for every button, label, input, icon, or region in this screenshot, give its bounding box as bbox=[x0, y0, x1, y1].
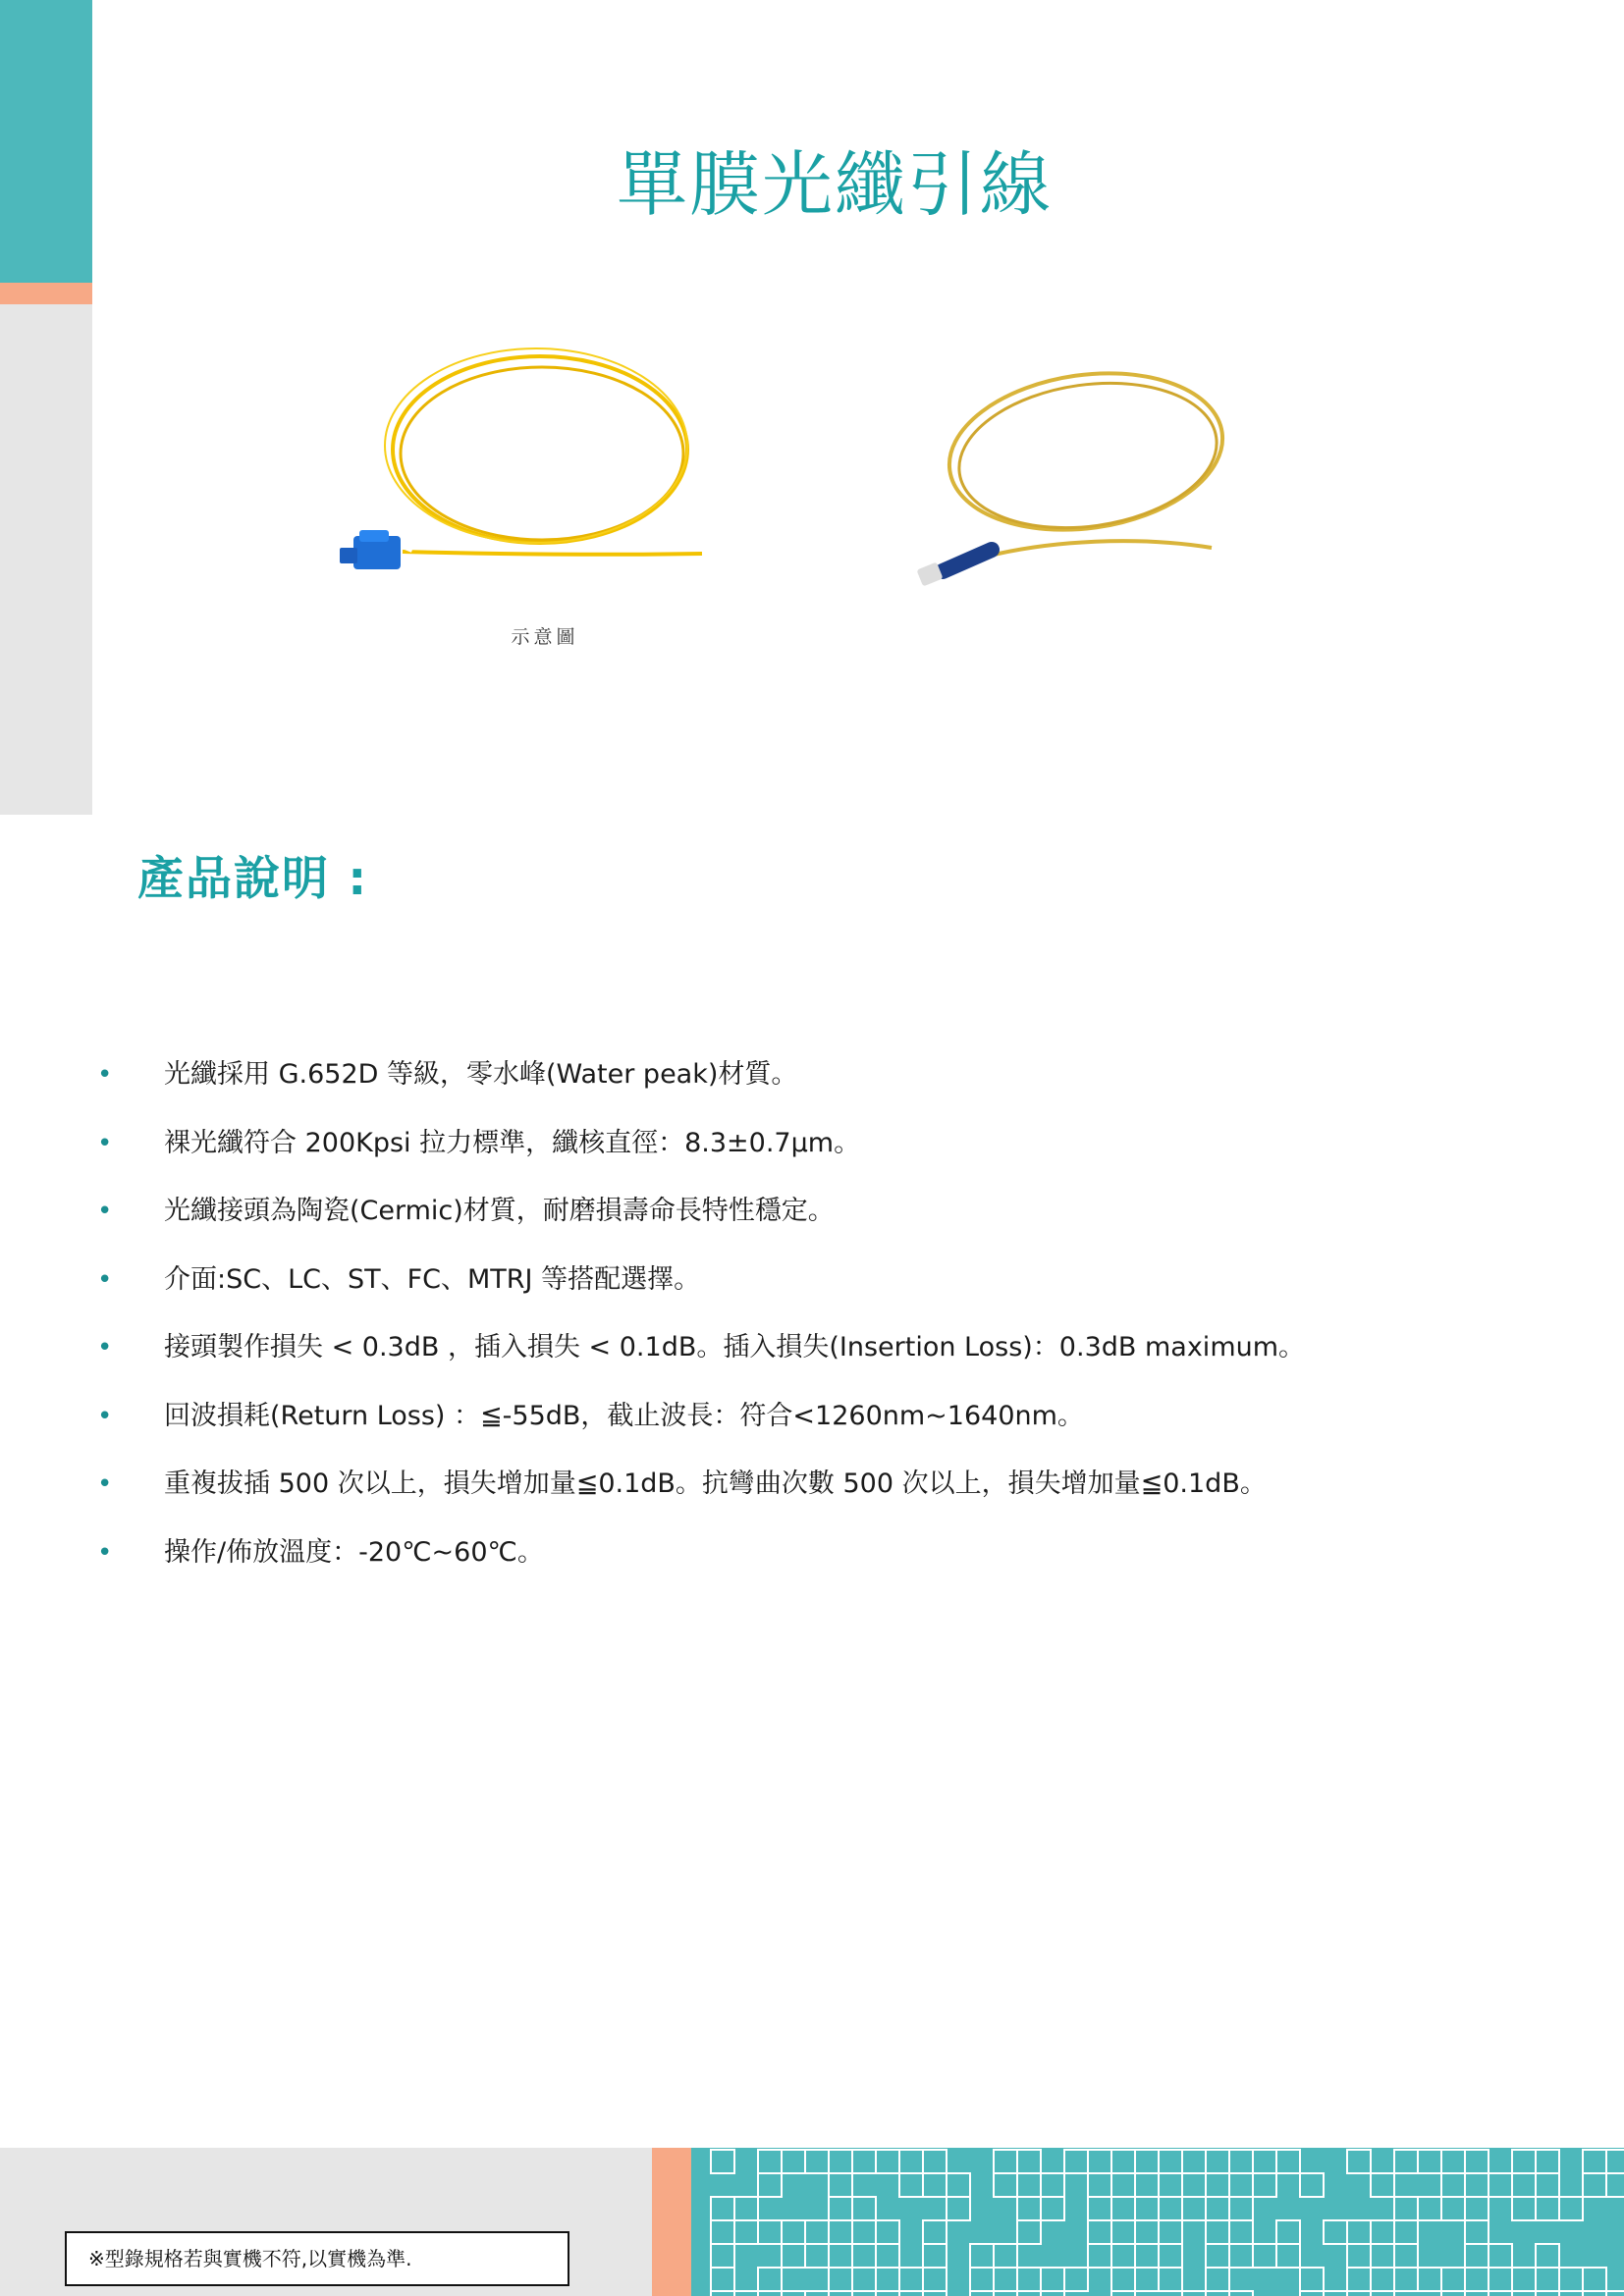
product-photo-lc-pigtail bbox=[334, 344, 717, 589]
footer-peach-block bbox=[652, 2148, 691, 2296]
spec-text: 接頭製作損失 < 0.3dB ，插入損失 < 0.1dB。插入損失(Insertion Loss)：0.3dB maximum。 bbox=[164, 1332, 1306, 1362]
bullet-icon: • bbox=[97, 1264, 113, 1295]
section-heading: 產品說明 : bbox=[137, 852, 369, 906]
spec-text: 操作/佈放溫度：-20℃~60℃。 bbox=[164, 1536, 544, 1568]
product-photo-sc-pigtail bbox=[903, 344, 1237, 599]
bullet-icon: • bbox=[97, 1537, 113, 1568]
bullet-icon: • bbox=[97, 1128, 113, 1158]
list-item bbox=[93, 1323, 1566, 1392]
bullet-icon: • bbox=[97, 1333, 113, 1362]
spec-text: 介面:SC、LC、ST、FC、MTRJ 等搭配選擇。 bbox=[164, 1263, 701, 1295]
spec-text: 裸光纖符合 200Kpsi 拉力標準，纖核直徑：8.3±0.7µm。 bbox=[164, 1127, 861, 1158]
disclaimer-text: ※型錄規格若與實機不符,以實機為準. bbox=[88, 2247, 412, 2270]
spec-text: 光纖接頭為陶瓷(Cermic)材質，耐磨損壽命長特性穩定。 bbox=[164, 1196, 835, 1226]
side-accent-peach bbox=[0, 283, 92, 304]
bullet-icon: • bbox=[97, 1401, 113, 1431]
footer-grid-pattern bbox=[691, 2148, 1624, 2296]
list-item bbox=[93, 1187, 1566, 1255]
spec-text: 回波損耗(Return Loss) ：≦-55dB，截止波長：符合<1260nm~1640nm。 bbox=[164, 1400, 1084, 1431]
list-item bbox=[93, 1460, 1566, 1528]
image-caption: 示意圖 bbox=[511, 626, 579, 648]
list-item bbox=[93, 1255, 1566, 1324]
list-item bbox=[93, 1050, 1566, 1119]
page-title: 單膜光纖引線 bbox=[616, 143, 1053, 226]
spec-list bbox=[93, 1050, 1566, 1596]
bullet-icon: • bbox=[97, 1197, 113, 1226]
spec-text: 光纖採用 G.652D 等級，零水峰(Water peak)材質。 bbox=[164, 1059, 798, 1090]
bullet-icon: • bbox=[97, 1060, 113, 1090]
disclaimer-box bbox=[65, 2231, 569, 2286]
bullet-icon: • bbox=[97, 1469, 113, 1499]
list-item bbox=[93, 1528, 1566, 1597]
list-item bbox=[93, 1392, 1566, 1461]
side-accent-gray bbox=[0, 304, 92, 815]
spec-text: 重複拔插 500 次以上，損失增加量≦0.1dB。抗彎曲次數 500 次以上，損失增加量≦0.1dB。 bbox=[164, 1468, 1267, 1499]
list-item bbox=[93, 1119, 1566, 1188]
